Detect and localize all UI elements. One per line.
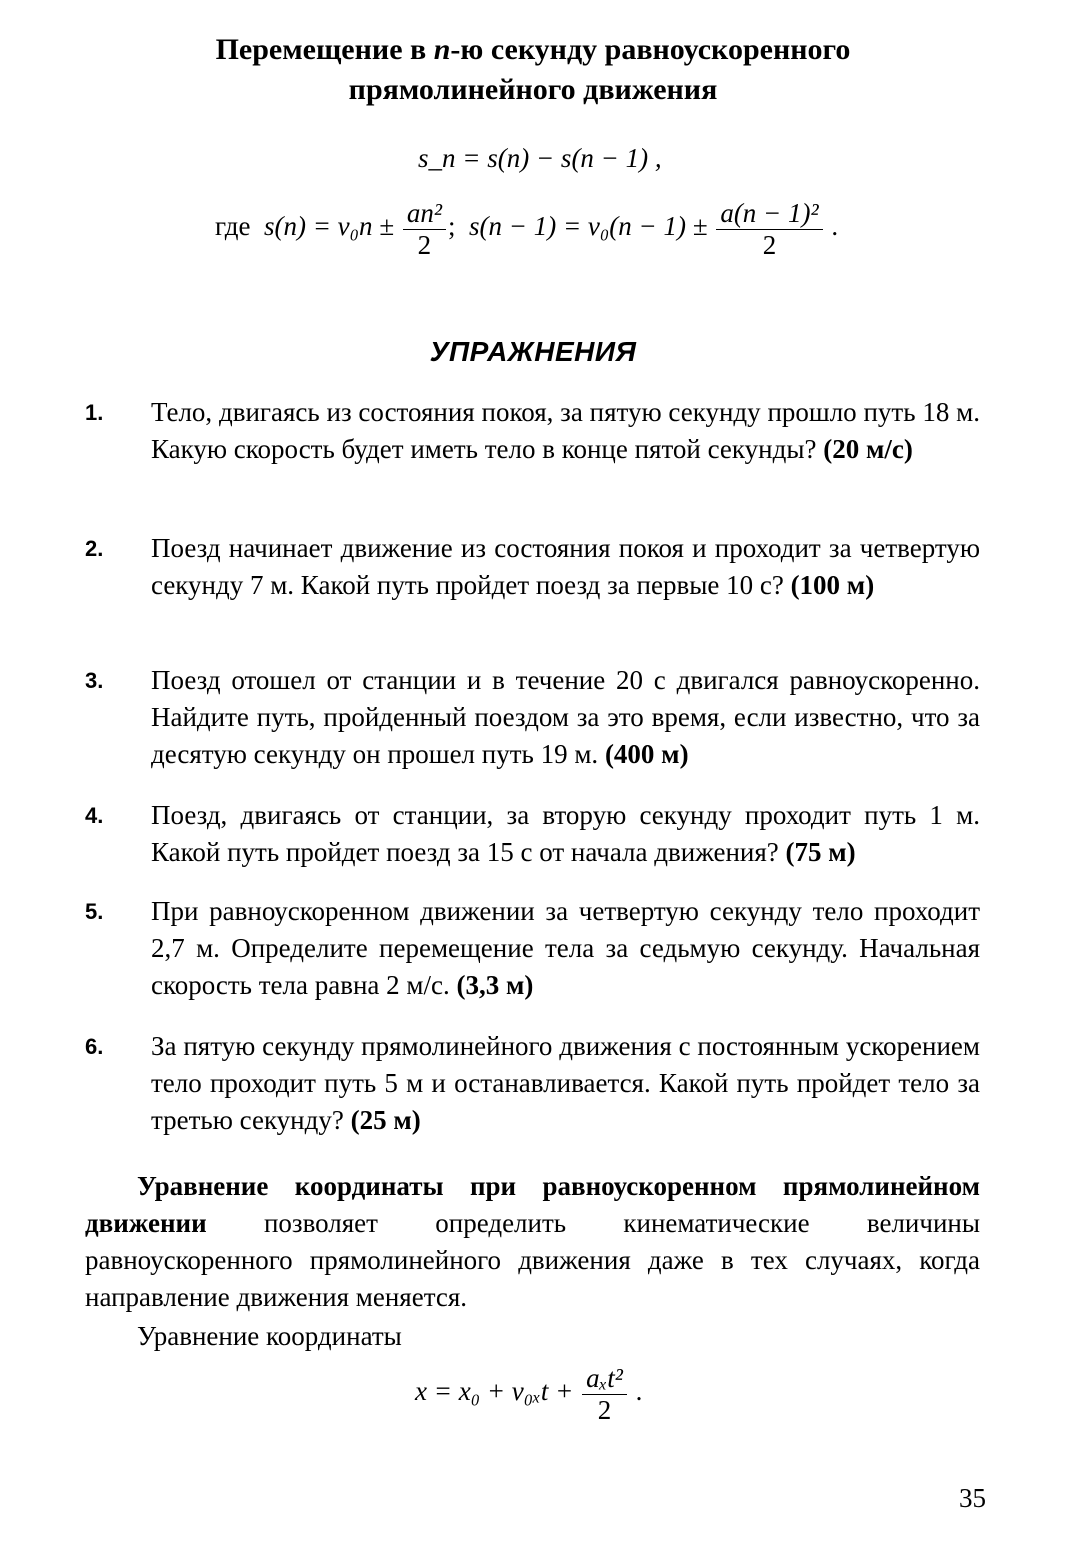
formula-displacement-nth-second: s_n = s(n) − s(n − 1) ,	[418, 143, 662, 173]
title-line-2: прямолинейного движения	[348, 73, 718, 106]
answer: (400 м)	[604, 739, 689, 769]
fraction-a-n-minus-1-sq-over-2: $\frac{\text{a(n − 1)²}}{2}$	[716, 198, 822, 260]
paragraph-coordinate-label: Уравнение координаты	[137, 1321, 402, 1351]
answer: (100 м)	[790, 570, 875, 600]
answer: (25 м)	[350, 1105, 421, 1135]
textbook-page: Перемещение в n-ю секунду равноускоренного прямолинейного движения s_n = s(n) − s(n − 1) , где s(n) = v₀n ± $\frac{\text{an²}}{2}$ ; s(n − 1) = v₀(n − 1) ± $\frac{\text{a(n − 1)²}}{2}$ . УПРАЖНЕНИЯ 1. Тело, двигаясь из состояния покоя, за пятую секунду прошло путь 18 м. Какую скорость будет иметь тело в конце пятой секунды? (20 м/с) 2. Поезд начинает движение из состояния покоя и проходит за четвертую секунду 7 м. Какой путь пройдет поезд за первые 10 с? (100 м) 3. Поезд отошел от станции и в течение 20 с двигался равноускоренно. Найдите путь, пройденный поездом за это время, если известно, что за десятую секунду он прошел путь 19 м. (400 м) 4. Поезд, двигаясь от станции, за вторую секунду проходит путь 1 м. Какой путь пройдет поезд за 15 с от начала движения? (75 м) 5. При равноускоренном движении за четвертую секунду тело проходит 2,7 м. Определите перемещение тела за седьмую секунду. Начальная скорость тела равна 2 м/с. (3,3 м) 6. За пятую секунду прямолинейного движения с постоянным ускорением тело проходит путь 5 м и останавливается. Какой путь пройдет тело за третью секунду? (25 м) Уравнение координаты при равноускоренном прямолинейном движении позволяет определить кинематические величины равноускоренного прямолинейного движения даже в тех случаях, когда направление движения меняется. Уравнение координаты x = x₀ + v₀ₓt + $\frac{\text{aₓt²}}{2}$ . 35	[0, 0, 1066, 1544]
page-number: 35	[959, 1483, 986, 1513]
fraction-axt2-over-2: $\frac{\text{aₓt²}}{2}$	[582, 1363, 627, 1425]
fraction-an2-over-2: $\frac{\text{an²}}{2}$	[403, 198, 446, 260]
section-heading: УПРАЖНЕНИЯ	[429, 336, 637, 367]
paragraph-coordinate-equation: Уравнение координаты при равноускоренном прямолинейном движении позволяет определить кинематические величины равноускоренного прямолинейного движения даже в тех случаях, когда направление движения меняется.	[85, 1171, 980, 1312]
answer: (3,3 м)	[456, 970, 534, 1000]
formula-where-definitions: где s(n) = v₀n ± $\frac{\text{an²}}{2}$ ; s(n − 1) = v₀(n − 1) ± $\frac{\text{a(n − 1)²}}{2}$ .	[215, 198, 839, 260]
title-line-1: Перемещение в n-ю секунду равноускоренного	[215, 33, 851, 66]
formula-coordinate: x = x₀ + v₀ₓt + $\frac{\text{aₓt²}}{2}$ .	[415, 1363, 643, 1425]
answer: (20 м/с)	[823, 434, 913, 464]
answer: (75 м)	[785, 837, 856, 867]
page-title	[60, 30, 1006, 110]
